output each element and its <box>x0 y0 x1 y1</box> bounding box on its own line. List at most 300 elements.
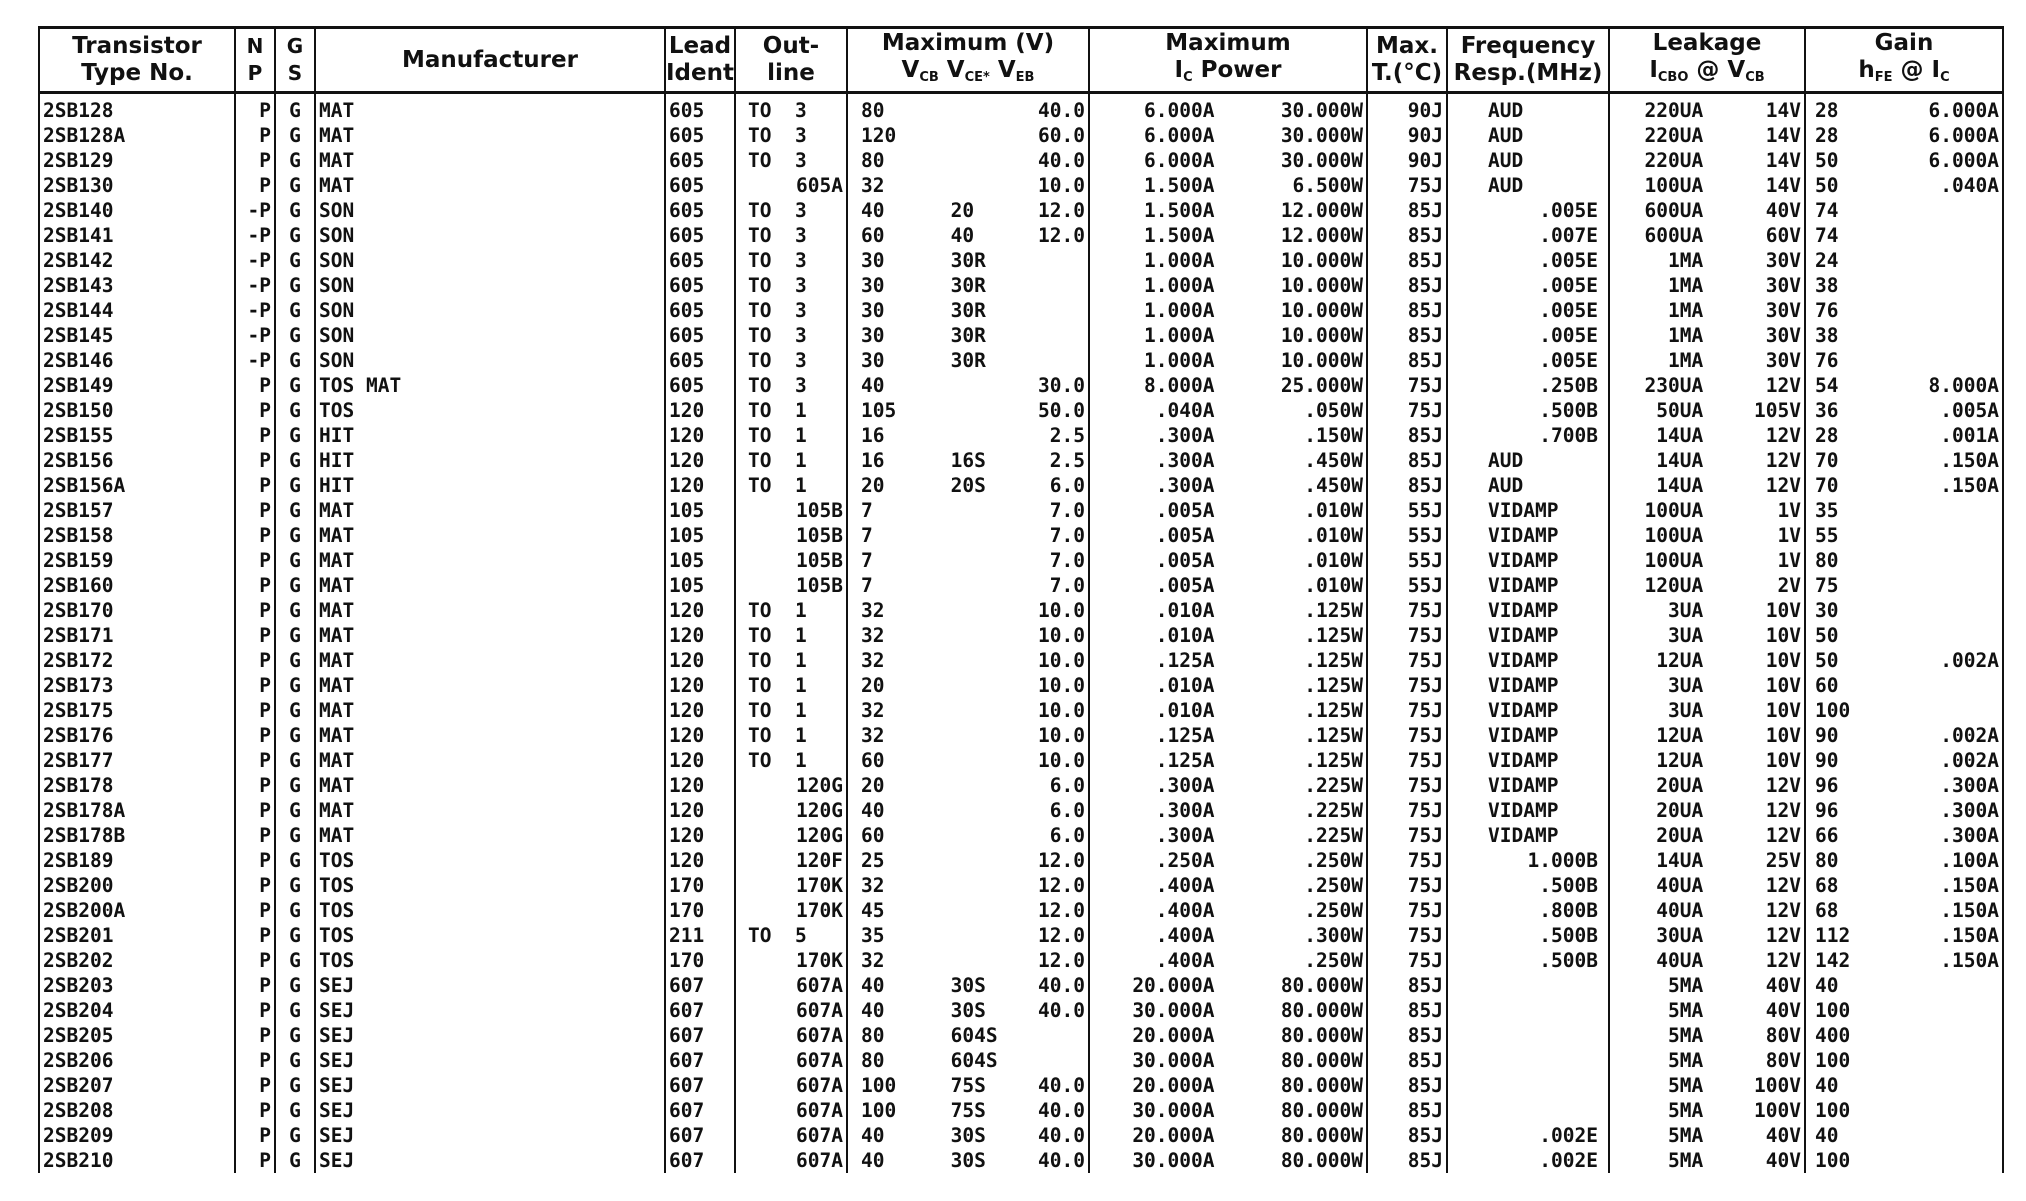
cell-gain-ic: .001A <box>1940 424 1999 447</box>
cell-vcb: 32 <box>861 949 885 972</box>
cell-lead-ident: 170 <box>669 874 705 897</box>
table-cell <box>1089 1073 1367 1098</box>
cell-lead-ident: 105 <box>669 499 705 522</box>
cell-vcb: 105 <box>861 399 897 422</box>
table-cell <box>39 298 235 323</box>
table-cell <box>1609 323 1805 348</box>
cell-max-temp: 75J <box>1407 849 1443 872</box>
cell-power: 6.500W <box>1292 174 1363 197</box>
cell-hfe: 68 <box>1815 874 1839 897</box>
cell-power: .150W <box>1304 424 1363 447</box>
cell-frequency: AUD <box>1488 174 1524 197</box>
table-cell <box>847 1048 1089 1073</box>
table-cell <box>235 698 275 723</box>
cell-frequency: .700B <box>1539 424 1598 447</box>
cell-icbo: 100UA <box>1644 499 1704 522</box>
table-cell <box>1447 473 1609 498</box>
cell-maximum-group <box>1093 223 1363 248</box>
cell-gain-group <box>1809 498 1999 523</box>
cell-gain-ic <box>1870 498 1999 523</box>
table-cell <box>1609 998 1805 1023</box>
cell-lead-ident: 605 <box>669 224 705 247</box>
table-cell <box>665 298 735 323</box>
cell-manufacturer: SON <box>319 249 355 272</box>
table-cell <box>847 923 1089 948</box>
cell-leak-vcb: 12V <box>1765 374 1801 397</box>
table-header <box>39 28 2003 93</box>
cell-maximum-group <box>1093 298 1363 323</box>
table-cell <box>315 248 665 273</box>
table-cell <box>275 973 315 998</box>
table-cell <box>39 598 235 623</box>
cell-manufacturer: HIT <box>319 474 355 497</box>
cell-icbo: 12UA <box>1656 724 1704 747</box>
cell-gain-group <box>1809 273 1999 298</box>
cell-leakage-group <box>1613 423 1801 448</box>
table-cell <box>1367 998 1447 1023</box>
table-cell <box>847 298 1089 323</box>
cell-max-temp: 75J <box>1407 374 1443 397</box>
cell-icbo: 3UA <box>1668 599 1704 622</box>
cell-veb: 60.0 <box>1038 124 1085 147</box>
cell-type-no: 2SB128A <box>43 124 126 147</box>
table-cell <box>1609 498 1805 523</box>
cell-gs: G <box>289 799 301 822</box>
table-cell <box>735 773 847 798</box>
cell-frequency: .005E <box>1539 299 1598 322</box>
cell-gain-group <box>1809 373 1999 398</box>
cell-outline: 105B <box>796 574 843 597</box>
cell-vce <box>951 873 1014 898</box>
table-cell <box>235 323 275 348</box>
cell-manufacturer: MAT <box>319 599 355 622</box>
cell-frequency: VIDAMP <box>1488 599 1559 622</box>
cell-maximum-group <box>1093 548 1363 573</box>
cell-manufacturer: HIT <box>319 424 355 447</box>
table-cell <box>665 473 735 498</box>
table-row <box>39 473 2003 498</box>
table-row <box>39 723 2003 748</box>
table-cell <box>1089 223 1367 248</box>
table-cell <box>665 1098 735 1123</box>
table-cell <box>847 123 1089 148</box>
cell-vce: 30R <box>950 324 986 347</box>
table-cell <box>1609 848 1805 873</box>
table-cell <box>39 1098 235 1123</box>
cell-icbo: 12UA <box>1656 649 1704 672</box>
cell-voltage-group <box>851 798 1085 823</box>
table-row <box>39 648 2003 673</box>
cell-icbo: 40UA <box>1656 874 1704 897</box>
table-cell <box>1447 273 1609 298</box>
cell-voltage-group <box>851 173 1085 198</box>
cell-type-no: 2SB204 <box>43 999 114 1022</box>
table-cell <box>275 673 315 698</box>
cell-outline: TO 1 <box>748 724 807 747</box>
cell-max-temp: 55J <box>1407 499 1443 522</box>
cell-vce <box>951 798 1014 823</box>
cell-ic: .125A <box>1155 649 1215 672</box>
table-cell <box>315 723 665 748</box>
cell-manufacturer: TOS <box>319 399 355 422</box>
table-cell <box>39 973 235 998</box>
table-cell <box>735 1148 847 1173</box>
table-cell <box>1089 473 1367 498</box>
cell-gs: G <box>289 874 301 897</box>
cell-ic: .300A <box>1155 799 1215 822</box>
table-cell <box>39 1048 235 1073</box>
cell-voltage-group <box>851 848 1085 873</box>
cell-veb <box>1013 273 1085 298</box>
table-cell <box>1447 448 1609 473</box>
cell-hfe: 28 <box>1815 424 1839 447</box>
cell-gain-ic: .150A <box>1940 449 1999 472</box>
table-cell <box>735 698 847 723</box>
cell-hfe: 80 <box>1815 849 1839 872</box>
cell-vcb: 30 <box>861 274 885 297</box>
header-max-temp: Max. T.(°C) <box>1367 28 1447 93</box>
cell-manufacturer: MAT <box>319 799 355 822</box>
cell-leak-vcb: 14V <box>1765 99 1801 122</box>
cell-gs: G <box>289 399 301 422</box>
cell-max-temp: 55J <box>1407 524 1443 547</box>
cell-power: 80.000W <box>1280 1149 1363 1172</box>
cell-power: 80.000W <box>1280 999 1363 1022</box>
cell-outline: 607A <box>796 1099 843 1122</box>
table-cell <box>315 498 665 523</box>
table-cell <box>1089 898 1367 923</box>
table-cell <box>235 748 275 773</box>
table-cell <box>1367 348 1447 373</box>
cell-gain-ic <box>1870 298 1999 323</box>
cell-voltage-group <box>851 923 1085 948</box>
cell-type-no: 2SB155 <box>43 424 114 447</box>
cell-voltage-group <box>851 973 1085 998</box>
table-cell <box>735 473 847 498</box>
table-cell <box>665 423 735 448</box>
cell-power: .225W <box>1304 824 1363 847</box>
cell-vcb: 45 <box>861 899 885 922</box>
cell-gain-group <box>1809 298 1999 323</box>
table-cell <box>39 448 235 473</box>
table-cell <box>235 648 275 673</box>
cell-max-temp: 85J <box>1407 424 1443 447</box>
cell-leak-vcb: 10V <box>1765 674 1801 697</box>
cell-leak-vcb: 40V <box>1765 199 1801 222</box>
table-cell <box>1367 498 1447 523</box>
cell-power: 80.000W <box>1280 1099 1363 1122</box>
cell-gs: G <box>289 1049 301 1072</box>
table-cell <box>735 598 847 623</box>
cell-manufacturer: SON <box>319 224 355 247</box>
table-cell <box>1447 498 1609 523</box>
cell-voltage-group <box>851 1023 1085 1048</box>
cell-vcb: 32 <box>861 699 885 722</box>
table-cell <box>735 1048 847 1073</box>
cell-vcb: 40 <box>861 1124 885 1147</box>
cell-max-temp: 85J <box>1407 1149 1443 1172</box>
table-cell <box>665 923 735 948</box>
cell-vce <box>951 523 1014 548</box>
cell-gain-group <box>1809 1023 1999 1048</box>
table-cell <box>1089 548 1367 573</box>
cell-voltage-group <box>851 698 1085 723</box>
cell-hfe: 60 <box>1815 674 1839 697</box>
table-row <box>39 973 2003 998</box>
cell-vcb: 40 <box>861 374 885 397</box>
table-cell <box>1367 448 1447 473</box>
cell-veb: 40.0 <box>1038 1149 1085 1172</box>
cell-leak-vcb: 40V <box>1765 1124 1801 1147</box>
table-cell <box>1447 798 1609 823</box>
cell-voltage-group <box>851 773 1085 798</box>
cell-np: P <box>259 799 271 822</box>
table-cell <box>315 573 665 598</box>
cell-gain-ic <box>1870 223 1999 248</box>
cell-power: 10.000W <box>1280 349 1363 372</box>
cell-voltage-group <box>851 1148 1085 1173</box>
header-np: N P <box>235 28 275 93</box>
table-cell <box>1447 373 1609 398</box>
cell-type-no: 2SB200 <box>43 874 114 897</box>
cell-manufacturer: MAT <box>319 124 355 147</box>
cell-gain-group <box>1809 698 1999 723</box>
table-cell <box>39 898 235 923</box>
table-cell <box>235 723 275 748</box>
cell-power: .125W <box>1304 749 1363 772</box>
table-cell <box>315 848 665 873</box>
cell-gs: G <box>289 749 301 772</box>
cell-gs: G <box>289 949 301 972</box>
cell-gain-group <box>1809 548 1999 573</box>
cell-vcb: 7 <box>861 499 873 522</box>
cell-gain-group <box>1809 523 1999 548</box>
table-cell <box>235 523 275 548</box>
cell-vcb: 32 <box>861 874 885 897</box>
table-cell <box>275 173 315 198</box>
cell-gain-group <box>1809 1073 1999 1098</box>
cell-power: 80.000W <box>1280 1074 1363 1097</box>
cell-max-temp: 75J <box>1407 699 1443 722</box>
table-cell <box>847 173 1089 198</box>
table-cell <box>1089 573 1367 598</box>
table-cell <box>1609 673 1805 698</box>
cell-icbo: 5MA <box>1668 1124 1704 1147</box>
cell-gs: G <box>289 674 301 697</box>
table-cell <box>1447 948 1609 973</box>
cell-voltage-group <box>851 623 1085 648</box>
table-cell <box>847 623 1089 648</box>
table-cell <box>847 548 1089 573</box>
cell-lead-ident: 120 <box>669 474 705 497</box>
table-cell <box>315 323 665 348</box>
table-cell <box>665 623 735 648</box>
table-row <box>39 823 2003 848</box>
table-cell <box>39 348 235 373</box>
table-cell <box>1609 523 1805 548</box>
cell-np: P <box>259 1124 271 1147</box>
cell-hfe: 96 <box>1815 799 1839 822</box>
cell-type-no: 2SB146 <box>43 349 114 372</box>
cell-hfe: 40 <box>1815 974 1839 997</box>
table-cell <box>39 1123 235 1148</box>
cell-manufacturer: SEJ <box>319 1149 355 1172</box>
cell-np: P <box>259 449 271 472</box>
cell-ic: 6.000A <box>1144 124 1215 147</box>
cell-gain-group <box>1809 748 1999 773</box>
cell-gain-ic <box>1870 323 1999 348</box>
cell-lead-ident: 607 <box>669 1024 705 1047</box>
table-cell <box>1367 798 1447 823</box>
cell-veb <box>1013 298 1085 323</box>
table-row <box>39 198 2003 223</box>
table-cell <box>275 423 315 448</box>
cell-gain-ic: .040A <box>1940 174 1999 197</box>
table-cell <box>847 348 1089 373</box>
cell-vce: 30S <box>950 1124 986 1147</box>
cell-veb: 10.0 <box>1038 599 1085 622</box>
cell-maximum-group <box>1093 823 1363 848</box>
table-cell <box>1089 673 1367 698</box>
table-row <box>39 1098 2003 1123</box>
cell-leak-vcb: 1V <box>1777 524 1801 547</box>
cell-ic: .400A <box>1155 899 1215 922</box>
cell-type-no: 2SB141 <box>43 224 114 247</box>
table-cell <box>1805 1073 2003 1098</box>
cell-outline: TO 1 <box>748 449 807 472</box>
table-cell <box>1089 923 1367 948</box>
cell-maximum-group <box>1093 698 1363 723</box>
cell-np: P <box>259 374 271 397</box>
table-body <box>39 93 2003 1174</box>
cell-gs: G <box>289 1149 301 1172</box>
cell-vcb: 7 <box>861 524 873 547</box>
cell-maximum-group <box>1093 348 1363 373</box>
cell-veb: 12.0 <box>1038 224 1085 247</box>
cell-outline: TO 3 <box>748 349 807 372</box>
cell-hfe: 100 <box>1815 1049 1851 1072</box>
cell-manufacturer: MAT <box>319 699 355 722</box>
cell-icbo: 14UA <box>1656 449 1704 472</box>
cell-np: P <box>259 874 271 897</box>
table-cell <box>275 648 315 673</box>
table-cell <box>665 1073 735 1098</box>
table-cell <box>735 898 847 923</box>
table-cell <box>847 198 1089 223</box>
cell-np: -P <box>247 224 271 247</box>
cell-gs: G <box>289 349 301 372</box>
table-cell <box>735 448 847 473</box>
cell-lead-ident: 607 <box>669 974 705 997</box>
cell-type-no: 2SB156A <box>43 474 126 497</box>
table-cell <box>1805 548 2003 573</box>
table-cell <box>735 348 847 373</box>
table-cell <box>1089 398 1367 423</box>
cell-max-temp: 75J <box>1407 774 1443 797</box>
table-cell <box>315 873 665 898</box>
table-cell <box>1447 1048 1609 1073</box>
table-cell <box>1089 823 1367 848</box>
cell-gain-ic: .300A <box>1940 824 1999 847</box>
cell-vce <box>951 698 1014 723</box>
cell-outline: TO 1 <box>748 649 807 672</box>
cell-frequency: VIDAMP <box>1488 724 1559 747</box>
cell-type-no: 2SB172 <box>43 649 114 672</box>
table-cell <box>275 1048 315 1073</box>
cell-leak-vcb: 10V <box>1765 624 1801 647</box>
cell-gs: G <box>289 449 301 472</box>
cell-np: -P <box>247 199 271 222</box>
table-cell <box>1805 848 2003 873</box>
cell-vcb: 30 <box>861 349 885 372</box>
cell-frequency: VIDAMP <box>1488 624 1559 647</box>
table-cell <box>1447 748 1609 773</box>
cell-lead-ident: 607 <box>669 1049 705 1072</box>
cell-icbo: 120UA <box>1644 574 1704 597</box>
table-cell <box>1805 748 2003 773</box>
cell-leak-vcb: 30V <box>1765 324 1801 347</box>
cell-gain-group <box>1809 973 1999 998</box>
cell-vcb: 100 <box>861 1099 897 1122</box>
cell-gain-ic <box>1870 348 1999 373</box>
cell-leakage-group <box>1613 573 1801 598</box>
cell-veb: 10.0 <box>1038 624 1085 647</box>
cell-vcb: 60 <box>861 824 885 847</box>
cell-vcb: 32 <box>861 724 885 747</box>
cell-ic: .400A <box>1155 874 1215 897</box>
cell-vce: 20 <box>950 199 975 222</box>
cell-ic: .010A <box>1155 599 1215 622</box>
cell-vce: 604S <box>950 1049 998 1072</box>
table-row <box>39 273 2003 298</box>
table-cell <box>1367 323 1447 348</box>
cell-type-no: 2SB158 <box>43 524 114 547</box>
table-cell <box>275 498 315 523</box>
cell-veb: 12.0 <box>1038 199 1085 222</box>
cell-power: .300W <box>1304 924 1363 947</box>
table-cell <box>235 848 275 873</box>
cell-max-temp: 85J <box>1407 224 1443 247</box>
cell-type-no: 2SB149 <box>43 374 114 397</box>
table-cell <box>1609 873 1805 898</box>
table-cell <box>235 398 275 423</box>
table-cell <box>1367 373 1447 398</box>
cell-np: -P <box>247 349 271 372</box>
table-cell <box>1089 798 1367 823</box>
cell-gain-ic <box>1870 973 1999 998</box>
cell-leakage-group <box>1613 848 1801 873</box>
cell-outline: 607A <box>796 1049 843 1072</box>
cell-voltage-group <box>851 1073 1085 1098</box>
cell-maximum-group <box>1093 173 1363 198</box>
cell-type-no: 2SB210 <box>43 1149 114 1172</box>
cell-leak-vcb: 30V <box>1765 299 1801 322</box>
cell-gain-group <box>1809 248 1999 273</box>
table-row <box>39 223 2003 248</box>
cell-gs: G <box>289 1124 301 1147</box>
cell-frequency: VIDAMP <box>1488 749 1559 772</box>
cell-maximum-group <box>1093 723 1363 748</box>
cell-vcb: 30 <box>861 324 885 347</box>
cell-lead-ident: 607 <box>669 1149 705 1172</box>
cell-hfe: 50 <box>1815 174 1839 197</box>
cell-ic: 30.000A <box>1132 1049 1215 1072</box>
cell-outline: TO 3 <box>748 249 807 272</box>
cell-ic: .300A <box>1155 774 1215 797</box>
cell-manufacturer: MAT <box>319 524 355 547</box>
cell-max-temp: 85J <box>1407 349 1443 372</box>
cell-leak-vcb: 12V <box>1765 874 1801 897</box>
